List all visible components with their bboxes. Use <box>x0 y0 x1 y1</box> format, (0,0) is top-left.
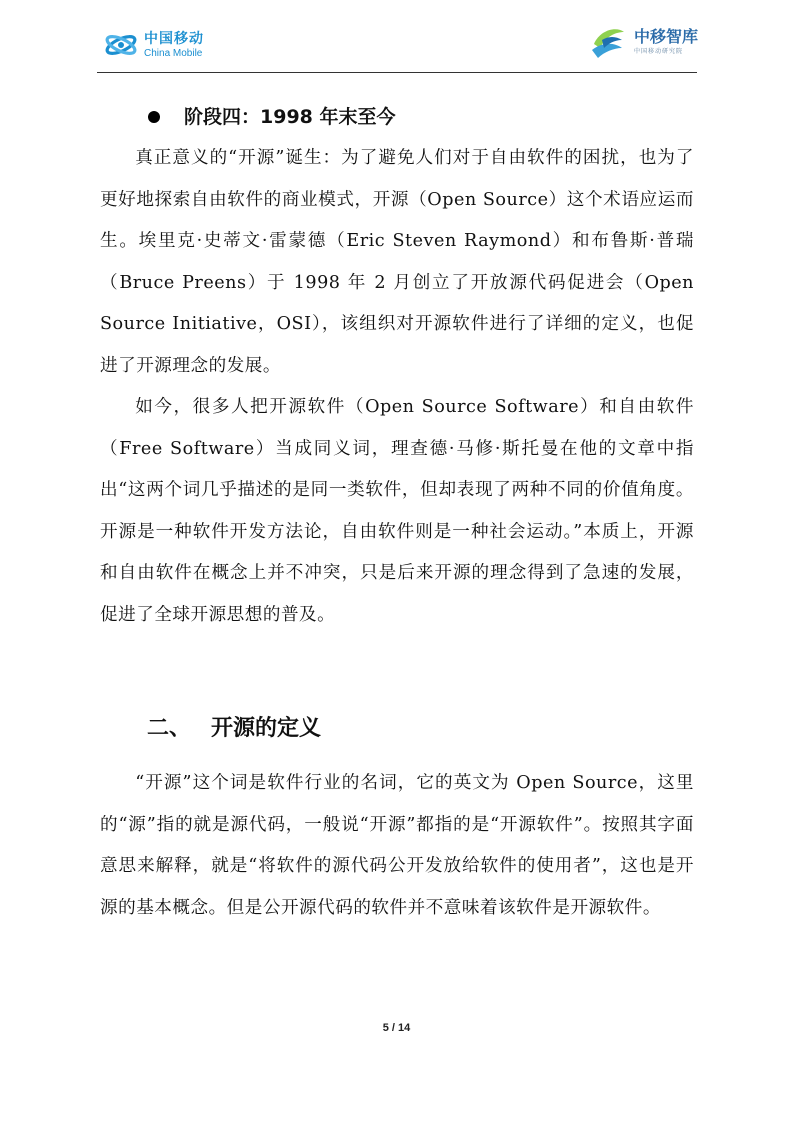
china-mobile-en: China Mobile <box>144 47 203 59</box>
cmri-sub: 中国移动研究院 <box>634 48 684 55</box>
stage-heading <box>100 96 694 138</box>
china-mobile-cn: 中国移动 <box>144 30 204 47</box>
section-title: 开源的定义 <box>211 716 322 741</box>
section-heading <box>100 705 694 753</box>
paragraph-stage-2: 如今，很多人把开源软件（Open Source Software）和自由软件（Free Software）当成同义词，理查德·马修·斯托曼在他的文章中指出“这两个词几乎描述的是同一类软件，但却表现了两种不同的价值角度。开源是一种软件开发方法论，自由软件则是一种社会运动。”本质上，开源和自由软件在概念上并不冲突，只是后来开源的理念得到了急速的发展，促进了全球开源思想的普及。 <box>100 397 694 625</box>
china-mobile-logo <box>104 30 204 60</box>
stage-heading-text: 阶段四：1998 年末至今 <box>184 106 396 128</box>
china-mobile-logo-icon <box>104 30 138 60</box>
cmri-cn: 中移智库 <box>634 27 699 46</box>
cmri-logo-icon <box>588 22 628 62</box>
page-number: 5 / 14 <box>382 1022 411 1034</box>
bullet-icon <box>148 111 160 123</box>
section-number: 二、 <box>147 716 192 741</box>
paragraph-section: “开源”这个词是软件行业的名词，它的英文为 Open Source，这里的“源”指的就是源代码，一般说“开源”都指的是“开源软件”。按照其字面意思来解释，就是“将软件的源代码公开发放给软件的使用者”，这也是开源的基本概念。但是公开源代码的软件并不意味着该软件是开源软件。 <box>100 773 694 918</box>
header-divider <box>97 72 697 73</box>
cmri-logo <box>588 22 698 62</box>
document-body <box>100 96 694 929</box>
paragraph-stage-1: 真正意义的“开源”诞生：为了避免人们对于自由软件的困扰，也为了更好地探索自由软件的商业模式，开源（Open Source）这个术语应运而生。埃里克·史蒂文·雷蒙德（Eric Steven Raymond）和布鲁斯·普瑞（Bruce Preens）于 1998 年 2 月创立了开放源代码促进会（Open Source Initiative，OSI），该组织对开源软件进行了详细的定义，也促进了开源理念的发展。 <box>100 148 694 376</box>
page-header <box>0 0 793 74</box>
